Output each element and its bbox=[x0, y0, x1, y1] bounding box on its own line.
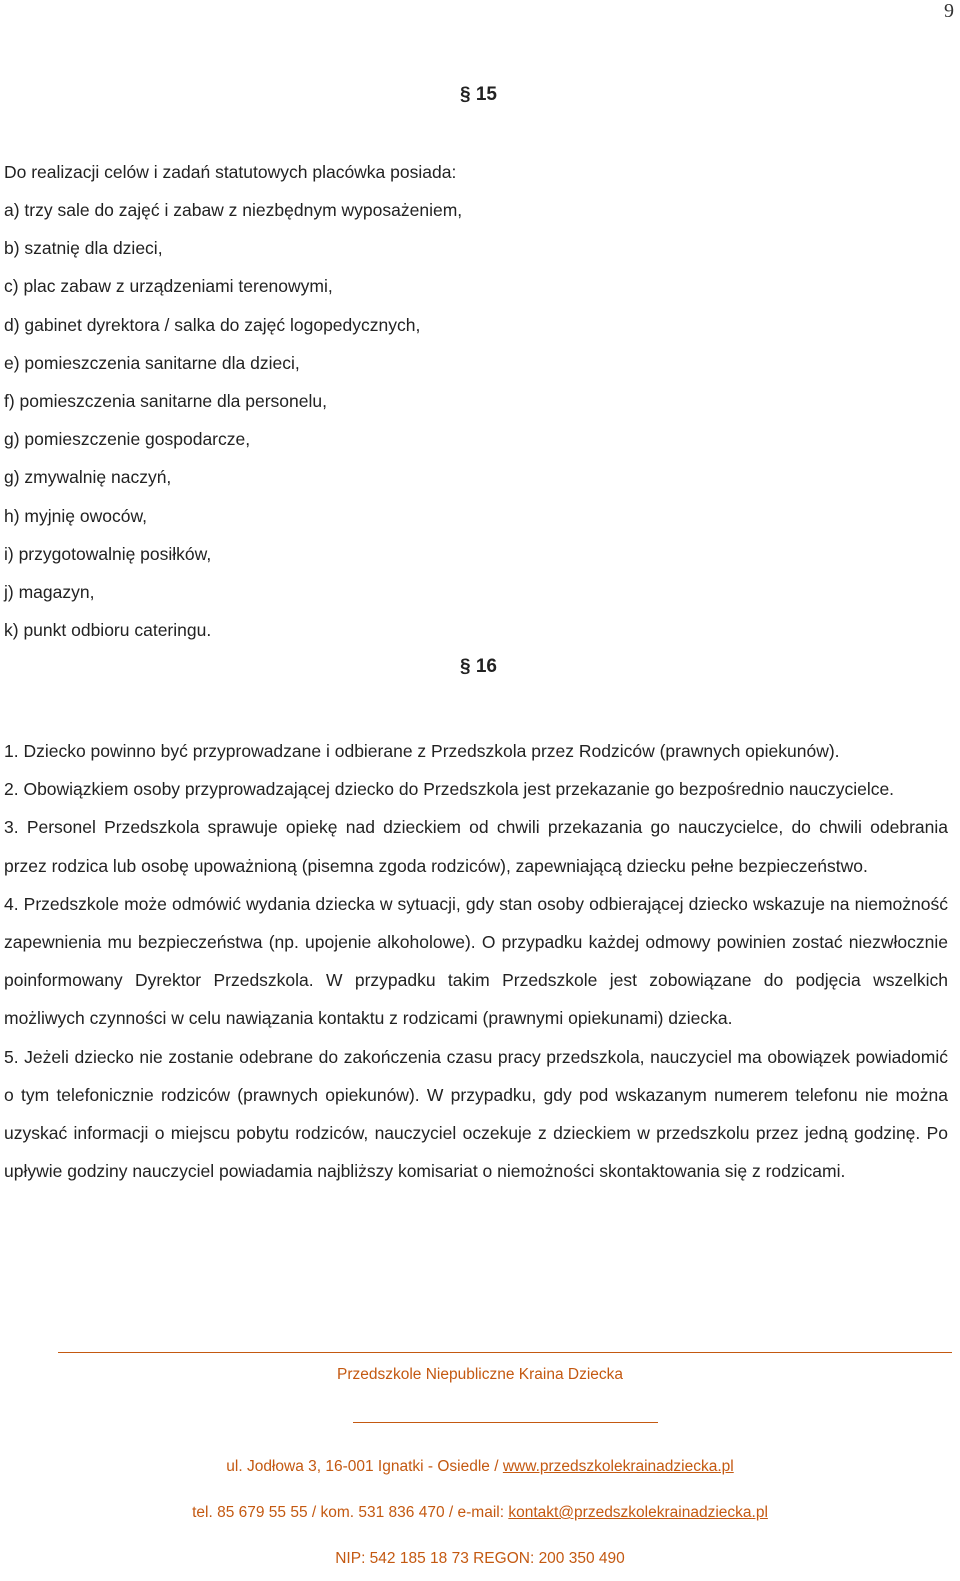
facilities-list bbox=[4, 198, 462, 656]
list-item: h) myjnię owoców, bbox=[4, 505, 147, 526]
list-item: c) plac zabaw z urządzeniami terenowymi, bbox=[4, 276, 333, 297]
list-item: f) pomieszczenia sanitarne dla personelu, bbox=[4, 390, 327, 411]
section-16-heading: § 16 bbox=[460, 656, 497, 677]
email-link[interactable]: kontakt@przedszkolekrainadziecka.pl bbox=[508, 1504, 768, 1521]
paragraph-1: 1. Dziecko powinno być przyprowadzane i odbierane z Przedszkola przez Rodziców (prawnych opiekunów). bbox=[4, 741, 840, 761]
section-16-body bbox=[4, 732, 948, 1190]
list-item: e) pomieszczenia sanitarne dla dzieci, bbox=[4, 352, 300, 373]
footer-organization-name: Przedszkole Niepubliczne Kraina Dziecka bbox=[336, 1366, 624, 1383]
paragraph-5: 5. Jeżeli dziecko nie zostanie odebrane do zakończenia czasu pracy przedszkola, nauczyciel ma obowiązek powiadomić o tym telefonicznie rodziców (prawnych opiekunów). W przypadku, gdy pod wskazanym numerem telefonu nie można uzyskać informacji o miejscu pobytu rodziców, nauczyciel oczekuje z dzieckiem w przedszkolu przez jedną godzinę. Po upływie godziny nauczyciel powiadamia najbliższy komisariat o niemożności skontaktowania się z rodzicami. bbox=[4, 1046, 948, 1182]
section-15-heading: § 15 bbox=[460, 84, 497, 105]
list-item: g) zmywalnię naczyń, bbox=[4, 467, 172, 488]
list-item: i) przygotowalnię posiłków, bbox=[4, 543, 212, 564]
paragraph-2: 2. Obowiązkiem osoby przyprowadzającej dziecko do Przedszkola jest przekazanie go bezpośrednio nauczycielce. bbox=[4, 779, 895, 800]
website-link[interactable]: www.przedszkolekrainadziecka.pl bbox=[502, 1458, 734, 1475]
footer-ids: NIP: 542 185 18 73 REGON: 200 350 490 bbox=[335, 1550, 625, 1567]
footer-short-divider bbox=[353, 1422, 658, 1423]
page-number: 9 bbox=[944, 0, 954, 22]
list-item: g) pomieszczenie gospodarcze, bbox=[4, 429, 251, 450]
list-item: a) trzy sale do zajęć i zabaw z niezbędnym wyposażeniem, bbox=[4, 200, 463, 220]
list-item: b) szatnię dla dzieci, bbox=[4, 238, 163, 259]
footer-contact-line bbox=[0, 1504, 960, 1522]
footer-address: ul. Jodłowa 3, 16-001 Ignatki - Osiedle / bbox=[226, 1458, 503, 1475]
list-item: k) punkt odbioru cateringu. bbox=[4, 620, 212, 641]
section-15-intro: Do realizacji celów i zadań statutowych placówka posiada: bbox=[4, 162, 457, 182]
list-item: d) gabinet dyrektora / salka do zajęć logopedycznych, bbox=[4, 314, 421, 335]
list-item: j) magazyn, bbox=[4, 581, 95, 602]
footer-address-line bbox=[0, 1458, 960, 1476]
paragraph-4: 4. Przedszkole może odmówić wydania dziecka w sytuacji, gdy stan osoby odbierającej dziecko wskazuje na niemożność zapewnienia mu bezpieczeństwa (np. upojenie alkoholowe). O przypadku każdej odmowy powinien zostać niezwłocznie poinformowany Dyrektor Przedszkola. W przypadku takim Przedszkole jest zobowiązane do podjęcia wszelkich możliwych czynności w celu nawiązania kontaktu z rodzicami (prawnymi opiekunami) dziecka. bbox=[4, 893, 948, 1029]
footer-divider bbox=[58, 1352, 952, 1353]
footer-phone: tel. 85 679 55 55 / kom. 531 836 470 / e-mail: bbox=[192, 1504, 509, 1521]
paragraph-3: 3. Personel Przedszkola sprawuje opiekę nad dzieckiem od chwili przekazania go nauczycielce, do chwili odebrania przez rodzica lub osobę upoważnioną (pisemna zgoda rodziców), zapewniającą dziecku pełne bezpieczeństwo. bbox=[4, 817, 948, 876]
